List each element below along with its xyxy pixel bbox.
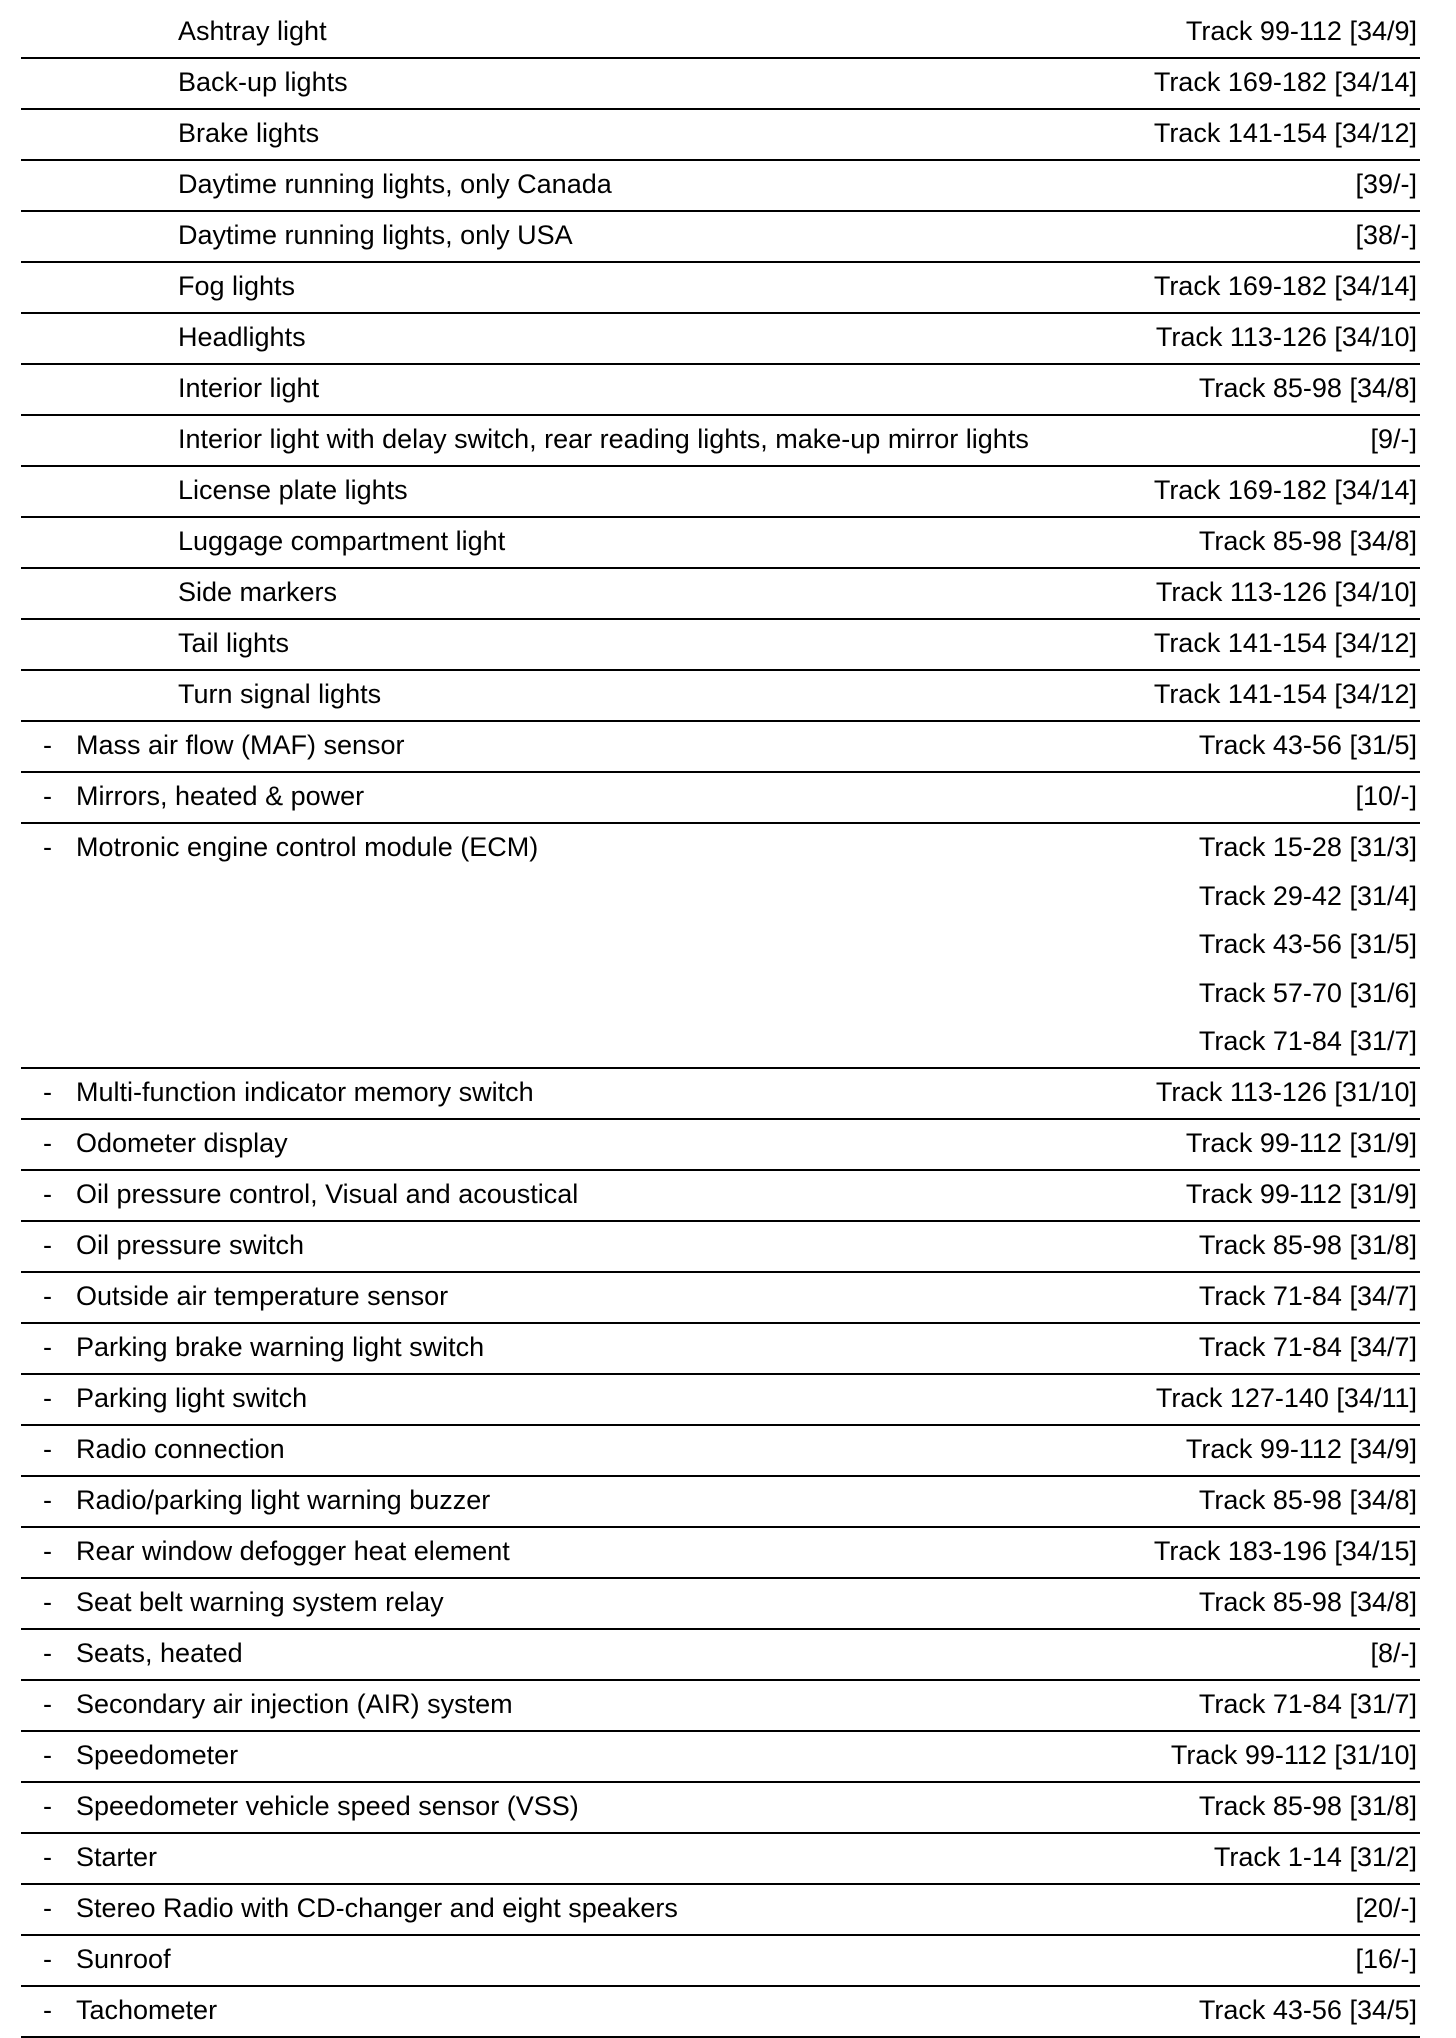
- entry-reference: Track 85-98 [34/8]: [1198, 526, 1417, 556]
- sub-index-row: [21, 263, 1420, 314]
- entry-reference: Track 99-112 [31/9]: [1185, 1128, 1417, 1158]
- entry-reference: [20/-]: [1355, 1893, 1417, 1923]
- index-row-line: [21, 365, 1420, 414]
- bullet-dash: -: [43, 1740, 52, 1770]
- entry-label: Oil pressure switch: [76, 1230, 305, 1260]
- bullet-dash: -: [43, 1995, 52, 2025]
- entry-reference: [9/-]: [1370, 424, 1417, 454]
- entry-label: Seats, heated: [76, 1638, 243, 1668]
- entry-reference: Track 99-112 [34/9]: [1185, 16, 1417, 46]
- index-row-line: [21, 1273, 1420, 1322]
- entry-label: License plate lights: [178, 475, 408, 505]
- entry-reference: Track 113-126 [34/10]: [1155, 577, 1417, 607]
- entry-reference: Track 71-84 [31/7]: [1198, 1689, 1417, 1719]
- bullet-dash: -: [43, 781, 52, 811]
- entry-label: Daytime running lights, only Canada: [178, 169, 612, 199]
- entry-reference: Track 169-182 [34/14]: [1153, 67, 1417, 97]
- index-row: [21, 1579, 1420, 1630]
- sub-index-row: [21, 8, 1420, 59]
- index-row: [21, 1324, 1420, 1375]
- index-row: [21, 1936, 1420, 1987]
- index-row: [21, 1732, 1420, 1783]
- index-row-line: [21, 110, 1420, 159]
- entry-reference: Track 141-154 [34/12]: [1153, 679, 1417, 709]
- index-row-line: [21, 1069, 1420, 1118]
- entry-reference: Track 183-196 [34/15]: [1153, 1536, 1417, 1566]
- entry-label: Interior light: [178, 373, 320, 403]
- index-row-line: [21, 1426, 1420, 1475]
- entry-label: Speedometer: [76, 1740, 239, 1770]
- bullet-dash: -: [43, 1587, 52, 1617]
- index-row-line: [21, 671, 1420, 720]
- entry-reference: Track 141-154 [34/12]: [1153, 118, 1417, 148]
- entry-label: Speedometer vehicle speed sensor (VSS): [76, 1791, 579, 1821]
- sub-index-row: [21, 59, 1420, 110]
- entry-label: Starter: [76, 1842, 158, 1872]
- entry-reference: Track 127-140 [34/11]: [1155, 1383, 1417, 1413]
- entry-label: Outside air temperature sensor: [76, 1281, 449, 1311]
- index-row-line: [21, 1834, 1420, 1883]
- entry-reference: [10/-]: [1355, 781, 1417, 811]
- index-row-line: [21, 1222, 1420, 1271]
- sub-index-row: [21, 416, 1420, 467]
- bullet-dash: -: [43, 730, 52, 760]
- entry-reference: Track 43-56 [34/5]: [1198, 1995, 1417, 2025]
- index-row-line: [21, 620, 1420, 669]
- bullet-dash: -: [43, 1383, 52, 1413]
- index-row: [21, 722, 1420, 773]
- sub-index-row: [21, 161, 1420, 212]
- bullet-dash: -: [43, 1791, 52, 1821]
- entry-label: Parking brake warning light switch: [76, 1332, 485, 1362]
- entry-reference: Track 57-70 [31/6]: [1198, 977, 1417, 1008]
- index-row: [21, 773, 1420, 824]
- entry-reference: Track 113-126 [34/10]: [1155, 322, 1417, 352]
- entry-label: Secondary air injection (AIR) system: [76, 1689, 513, 1719]
- entry-label: Luggage compartment light: [178, 526, 506, 556]
- sub-index-row: [21, 620, 1420, 671]
- index-row: [21, 1375, 1420, 1426]
- index-row-line: [21, 8, 1420, 57]
- entry-label: Headlights: [178, 322, 306, 352]
- entry-label: Tachometer: [76, 1995, 218, 2025]
- index-row: [21, 1630, 1420, 1681]
- entry-label: Turn signal lights: [178, 679, 382, 709]
- entry-reference: Track 71-84 [34/7]: [1198, 1332, 1417, 1362]
- entry-reference: Track 85-98 [34/8]: [1198, 1485, 1417, 1515]
- index-row-line: [21, 1783, 1420, 1832]
- index-row-line: [21, 1120, 1420, 1169]
- bullet-dash: -: [43, 1638, 52, 1668]
- entry-label: Rear window defogger heat element: [76, 1536, 510, 1566]
- index-row: [21, 824, 1420, 1069]
- index-row-line: [21, 873, 1420, 922]
- bullet-dash: -: [43, 1485, 52, 1515]
- index-row-line: [21, 922, 1420, 971]
- entry-reference: Track 1-14 [31/2]: [1213, 1842, 1417, 1872]
- index-row: [21, 1528, 1420, 1579]
- index-row-line: [21, 467, 1420, 516]
- index-row: [21, 1783, 1420, 1834]
- entry-reference: [38/-]: [1355, 220, 1417, 250]
- entry-reference: Track 99-112 [34/9]: [1185, 1434, 1417, 1464]
- entry-reference: Track 15-28 [31/3]: [1198, 832, 1417, 862]
- sub-index-row: [21, 365, 1420, 416]
- entry-reference: Track 43-56 [31/5]: [1198, 929, 1417, 959]
- entry-label: Mass air flow (MAF) sensor: [76, 730, 405, 760]
- sub-index-row: [21, 569, 1420, 620]
- index-row: [21, 1222, 1420, 1273]
- entry-reference: Track 85-98 [34/8]: [1198, 1587, 1417, 1617]
- entry-label: Radio connection: [76, 1434, 285, 1464]
- index-row: [21, 1987, 1420, 2038]
- sub-index-row: [21, 212, 1420, 263]
- bullet-dash: -: [43, 832, 52, 862]
- entry-label: Mirrors, heated & power: [76, 781, 365, 811]
- entry-label: Parking light switch: [76, 1383, 308, 1413]
- entry-label: Daytime running lights, only USA: [178, 220, 573, 250]
- entry-label: Tail lights: [178, 628, 290, 658]
- index-row-line: [21, 1732, 1420, 1781]
- entry-label: Multi-function indicator memory switch: [76, 1077, 534, 1107]
- index-row-line: [21, 1171, 1420, 1220]
- bullet-dash: -: [43, 1689, 52, 1719]
- index-row-line: [21, 1885, 1420, 1934]
- index-row-line: [21, 263, 1420, 312]
- index-row-line: [21, 1579, 1420, 1628]
- bullet-dash: -: [43, 1077, 52, 1107]
- entry-reference: Track 85-98 [31/8]: [1198, 1230, 1417, 1260]
- bullet-dash: -: [43, 1536, 52, 1566]
- index-row-line: [21, 773, 1420, 822]
- bullet-dash: -: [43, 1281, 52, 1311]
- entry-reference: Track 29-42 [31/4]: [1198, 880, 1417, 911]
- entry-reference: Track 99-112 [31/9]: [1185, 1179, 1417, 1209]
- index-row: [21, 1171, 1420, 1222]
- index-row-line: [21, 1630, 1420, 1679]
- entry-label: Brake lights: [178, 118, 320, 148]
- sub-index-row: [21, 467, 1420, 518]
- entry-label: Motronic engine control module (ECM): [76, 832, 539, 862]
- index-row-line: [21, 161, 1420, 210]
- index-row-line: [21, 1477, 1420, 1526]
- bullet-dash: -: [43, 1128, 52, 1158]
- bullet-dash: -: [43, 1179, 52, 1209]
- sub-index-row: [21, 671, 1420, 722]
- entry-label: Stereo Radio with CD-changer and eight speakers: [76, 1893, 678, 1923]
- entry-label: Interior light with delay switch, rear reading lights, make-up mirror lights: [178, 424, 1029, 454]
- sub-index-row: [21, 314, 1420, 365]
- index-row-line: [21, 722, 1420, 771]
- entry-reference: Track 43-56 [31/5]: [1198, 730, 1417, 760]
- bullet-dash: -: [43, 1893, 52, 1923]
- index-row: [21, 1069, 1420, 1120]
- index-row: [21, 1120, 1420, 1171]
- entry-label: Ashtray light: [178, 16, 327, 46]
- bullet-dash: -: [43, 1434, 52, 1464]
- index-row-line: [21, 314, 1420, 363]
- index-row: [21, 1834, 1420, 1885]
- index-row-line: [21, 1681, 1420, 1730]
- index-list: [21, 8, 1420, 2038]
- index-row-line: [21, 1375, 1420, 1424]
- index-row: [21, 1885, 1420, 1936]
- entry-label: Back-up lights: [178, 67, 348, 97]
- index-row-line: [21, 1528, 1420, 1577]
- sub-index-row: [21, 518, 1420, 569]
- entry-reference: Track 113-126 [31/10]: [1155, 1077, 1417, 1107]
- entry-label: Odometer display: [76, 1128, 288, 1158]
- entry-reference: [16/-]: [1355, 1944, 1417, 1974]
- entry-reference: Track 71-84 [34/7]: [1198, 1281, 1417, 1311]
- entry-reference: Track 99-112 [31/10]: [1170, 1740, 1417, 1770]
- index-row-line: [21, 1936, 1420, 1985]
- bullet-dash: -: [43, 1332, 52, 1362]
- entry-label: Side markers: [178, 577, 338, 607]
- index-row-line: [21, 1324, 1420, 1373]
- bullet-dash: -: [43, 1842, 52, 1872]
- index-row-line: [21, 824, 1420, 873]
- entry-reference: [39/-]: [1355, 169, 1417, 199]
- index-row-line: [21, 970, 1420, 1019]
- index-row-line: [21, 416, 1420, 465]
- bullet-dash: -: [43, 1944, 52, 1974]
- index-row-line: [21, 518, 1420, 567]
- entry-reference: Track 85-98 [31/8]: [1198, 1791, 1417, 1821]
- entry-reference: Track 169-182 [34/14]: [1153, 475, 1417, 505]
- index-row-line: [21, 569, 1420, 618]
- entry-reference: Track 71-84 [31/7]: [1198, 1026, 1417, 1056]
- entry-label: Seat belt warning system relay: [76, 1587, 444, 1617]
- index-row-line: [21, 59, 1420, 108]
- index-row: [21, 1681, 1420, 1732]
- entry-label: Oil pressure control, Visual and acoustical: [76, 1179, 579, 1209]
- bullet-dash: -: [43, 1230, 52, 1260]
- entry-reference: Track 169-182 [34/14]: [1153, 271, 1417, 301]
- entry-label: Radio/parking light warning buzzer: [76, 1485, 491, 1515]
- index-row-line: [21, 1019, 1420, 1068]
- entry-reference: Track 85-98 [34/8]: [1198, 373, 1417, 403]
- entry-label: Sunroof: [76, 1944, 171, 1974]
- index-row: [21, 1477, 1420, 1528]
- entry-label: Fog lights: [178, 271, 296, 301]
- entry-reference: [8/-]: [1370, 1638, 1417, 1668]
- entry-reference: Track 141-154 [34/12]: [1153, 628, 1417, 658]
- index-row: [21, 1426, 1420, 1477]
- index-row-line: [21, 1987, 1420, 2036]
- index-row-line: [21, 212, 1420, 261]
- sub-index-row: [21, 110, 1420, 161]
- index-row: [21, 1273, 1420, 1324]
